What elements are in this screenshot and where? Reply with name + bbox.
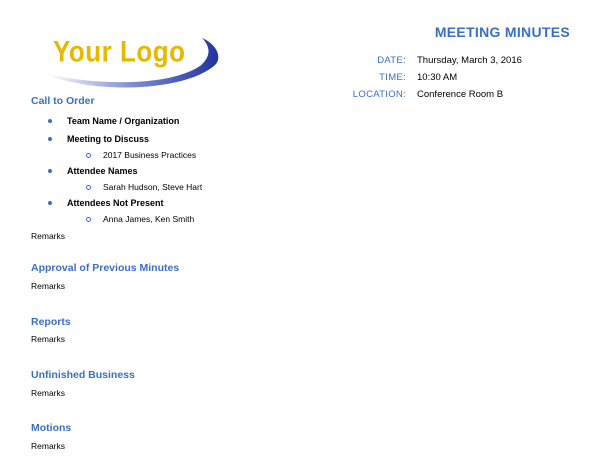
remarks-motions: Remarks [31,441,66,451]
bullet-icon [48,201,52,205]
section-heading-reports: Reports [31,316,71,328]
bullet-icon [48,169,52,173]
location-value: Conference Room B [417,89,504,100]
company-logo [40,24,230,94]
date-row [340,52,522,69]
sub-list-item-label: Sarah Hudson, Steve Hart [103,182,203,192]
bullet-icon [48,119,52,123]
time-value: 10:30 AM [417,72,458,83]
list-item-label: Meeting to Discuss [67,134,150,144]
list-item-label: Attendees Not Present [67,198,164,208]
section-heading-call-to-order: Call to Order [31,95,95,107]
time-row [340,69,522,86]
remarks-call-to-order: Remarks [31,231,66,241]
list-item-label: Attendee Names [67,166,138,176]
bullet-icon [48,137,52,141]
page-title: MEETING MINUTES [434,24,570,40]
remarks-unfinished-business: Remarks [31,388,66,398]
location-label: LOCATION: [352,89,406,100]
date-value: Thursday, March 3, 2016 [417,55,522,66]
circle-bullet-icon [86,153,91,158]
remarks-approval: Remarks [31,281,66,291]
circle-bullet-icon [86,185,91,190]
sub-list-item-label: 2017 Business Practices [103,150,197,160]
logo-text: Your Logo [53,34,186,69]
time-label: TIME: [379,72,406,83]
section-heading-motions: Motions [31,422,72,434]
list-item-label: Team Name / Organization [67,116,180,126]
meeting-details [340,52,522,103]
section-heading-approval: Approval of Previous Minutes [31,262,180,274]
location-row [340,86,522,103]
date-label: DATE: [377,55,406,66]
section-heading-unfinished-business: Unfinished Business [31,369,135,381]
circle-bullet-icon [86,217,91,222]
sub-list-item-label: Anna James, Ken Smith [103,214,195,224]
remarks-reports: Remarks [31,334,66,344]
